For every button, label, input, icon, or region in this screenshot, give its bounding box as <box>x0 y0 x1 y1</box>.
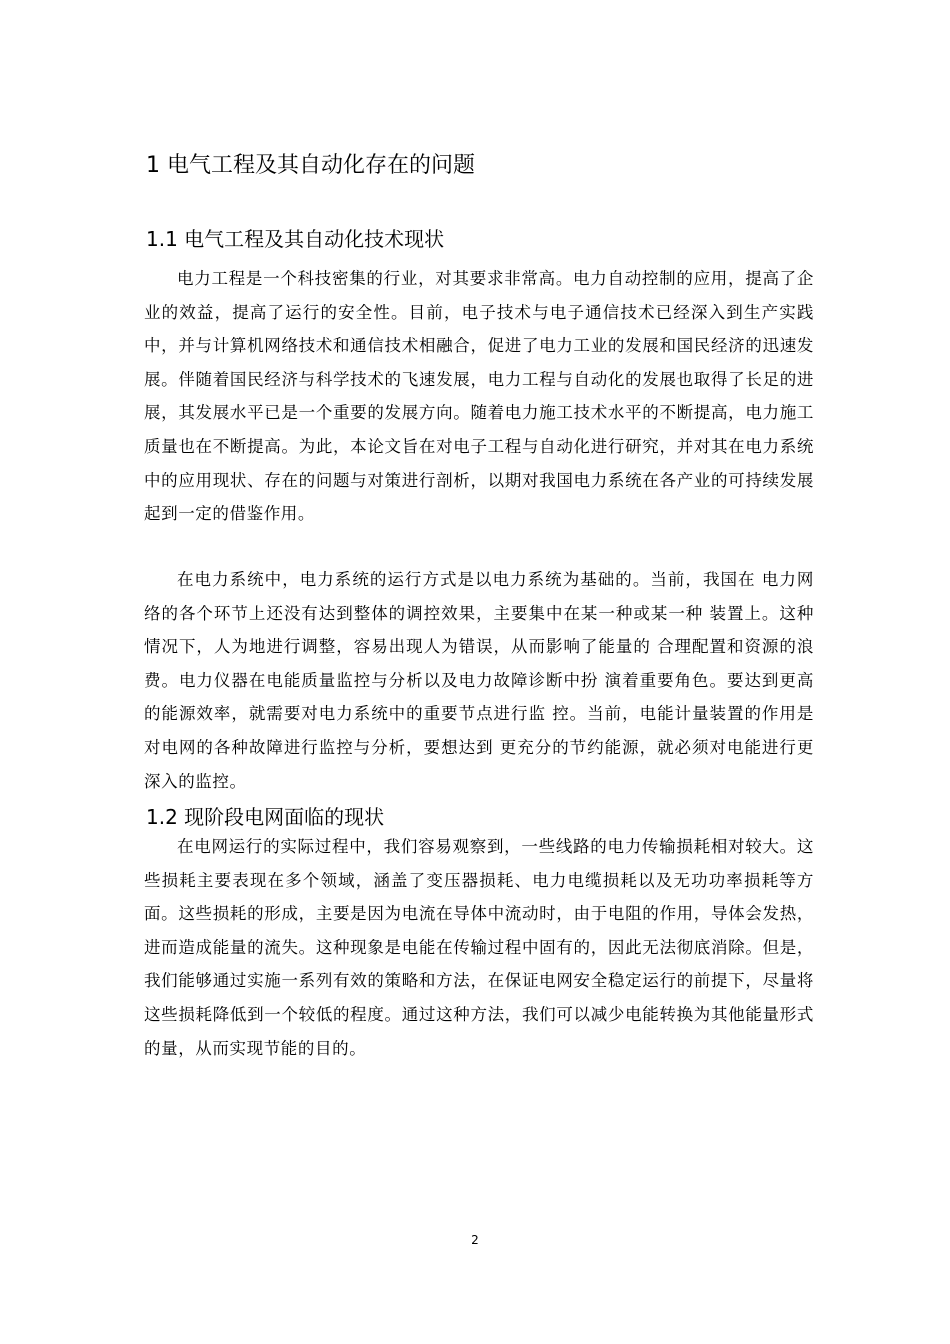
paragraph: 在电网运行的实际过程中，我们容易观察到，一些线路的电力传输损耗相对较大。这些损耗主要表现在多个领域，涵盖了变压器损耗、电力电缆损耗以及无功功率损耗等方面。这些损耗的形成，主要是因为电流在导体中流动时，由于电阻的作用，导体会发热，进而造成能量的流失。这种现象是电能在传输过程中固有的，因此无法彻底消除。但是，我们能够通过实施一系列有效的策略和方法，在保证电网安全稳定运行的前提下，尽量将这些损耗降低到一个较低的程度。通过这种方法，我们可以减少电能转换为其他能量形式的量，从而实现节能的目的。 <box>144 837 814 1058</box>
section-heading-1-1: 1.1 电气工程及其自动化技术现状 <box>146 227 445 251</box>
paragraph: 电力工程是一个科技密集的行业，对其要求非常高。电力自动控制的应用，提高了企业的效益，提高了运行的安全性。目前，电子技术与电子通信技术已经深入到生产实践中，并与计算机网络技术和通信技术相融合，促进了电力工业的发展和国民经济的迅速发展。伴随着国民经济与科学技术的飞速发展，电力工程与自动化的发展也取得了长足的进展，其发展水平已是一个重要的发展方向。随着电力施工技术水平的不断提高，电力施工质量也在不断提高。为此，本论文旨在对电子工程与自动化进行研究，并对其在电力系统中的应用现状、存在的问题与对策进行剖析，以期对我国电力系统在各产业的可持续发展起到一定的借鉴作用。 <box>144 269 814 524</box>
page-number: 2 <box>471 1233 479 1247</box>
paragraph: 在电力系统中，电力系统的运行方式是以电力系统为基础的。当前，我国在 电力网络的各个环节上还没有达到整体的调控效果，主要集中在某一种或某一种 装置上。这种情况下，人为地进行调整，容易出现人为错误，从而影响了能量的 合理配置和资源的浪费。电力仪器在电能质量监控与分析以及电力故障诊断中扮 演着重要角色。要达到更高的能源效率，就需要对电力系统中的重要节点进行监 控。当前，电能计量装置的作用是对电网的各种故障进行监控与分析，要想达到 更充分的节约能源，就必须对电能进行更深入的监控。 <box>144 570 814 791</box>
section-heading-1-2: 1.2 现阶段电网面临的现状 <box>146 805 385 829</box>
chapter-heading: 1 电气工程及其自动化存在的问题 <box>146 153 475 178</box>
